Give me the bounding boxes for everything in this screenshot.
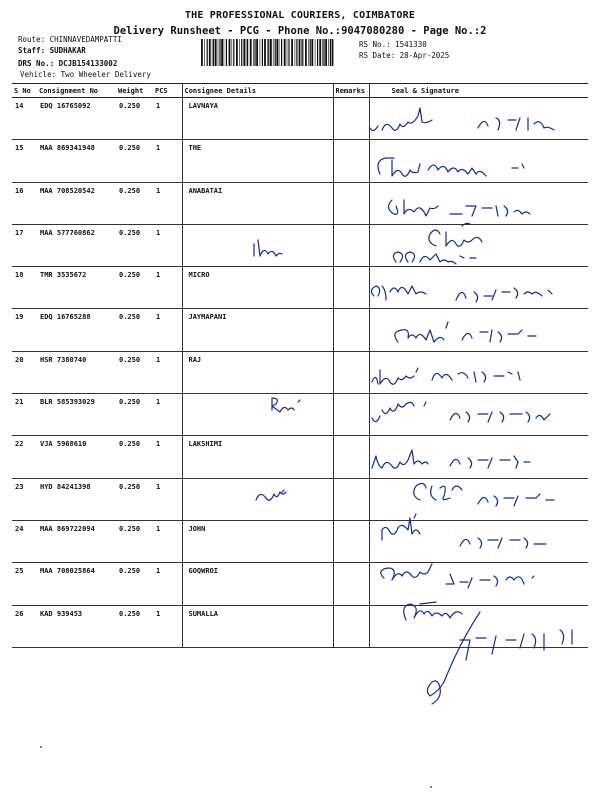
cell-remarks — [333, 267, 369, 309]
cell-consignment: EDQ 16765092 — [37, 98, 116, 140]
table-row — [12, 394, 588, 436]
cell-consignment: EDQ 16765288 — [37, 309, 116, 351]
drs-label: DRS No.: DCJB154133002 — [18, 59, 118, 68]
cell-sno: 21 — [12, 394, 37, 436]
staff-label: Staff: SUDHAKAR — [18, 46, 86, 55]
cell-weight: 0.250 — [116, 478, 153, 520]
cell-pcs: 1 — [153, 351, 182, 393]
cell-remarks — [333, 394, 369, 436]
cell-remarks — [333, 520, 369, 562]
cell-consignment: MAA 577760862 — [37, 224, 116, 266]
cell-consignee: SUMALLA — [182, 605, 333, 647]
cell-consignee: RAJ — [182, 351, 333, 393]
cell-weight: 0.250 — [116, 224, 153, 266]
cell-remarks — [333, 478, 369, 520]
cell-seal — [369, 182, 588, 224]
cell-consignee: THE — [182, 140, 333, 182]
cell-sno: 18 — [12, 267, 37, 309]
cell-consignee: LAVNAYA — [182, 98, 333, 140]
table-row — [12, 98, 588, 140]
col-header-sno: S No — [12, 84, 37, 98]
cell-weight: 0.250 — [116, 98, 153, 140]
table-row — [12, 351, 588, 393]
table-row — [12, 563, 588, 605]
col-header-consignment: Consignment No — [37, 84, 116, 98]
col-header-seal: Seal & Signature — [369, 84, 588, 98]
cell-consignee: ANABATAI — [182, 182, 333, 224]
cell-weight: 0.250 — [116, 267, 153, 309]
cell-seal — [369, 140, 588, 182]
delivery-table — [12, 83, 588, 648]
cell-consignment: KAD 939453 — [37, 605, 116, 647]
cell-pcs: 1 — [153, 520, 182, 562]
cell-weight: 0.250 — [116, 436, 153, 478]
rs-date: RS Date: 28-Apr-2025 — [359, 51, 450, 60]
cell-consignee — [182, 478, 333, 520]
cell-weight: 0.250 — [116, 351, 153, 393]
cell-pcs: 1 — [153, 605, 182, 647]
cell-weight: 0.250 — [116, 605, 153, 647]
cell-remarks — [333, 351, 369, 393]
cell-seal — [369, 351, 588, 393]
cell-sno: 17 — [12, 224, 37, 266]
cell-consignment: MAA 869722094 — [37, 520, 116, 562]
cell-consignment: MAA 708520542 — [37, 182, 116, 224]
cell-sno: 24 — [12, 520, 37, 562]
cell-remarks — [333, 563, 369, 605]
cell-pcs: 1 — [153, 436, 182, 478]
table-row — [12, 605, 588, 647]
cell-sno: 22 — [12, 436, 37, 478]
cell-seal — [369, 605, 588, 647]
cell-seal — [369, 224, 588, 266]
rs-number: RS No.: 1541330 — [359, 40, 427, 49]
cell-seal — [369, 436, 588, 478]
table-row — [12, 140, 588, 182]
cell-consignment: BLR 585393029 — [37, 394, 116, 436]
cell-pcs: 1 — [153, 478, 182, 520]
cell-pcs: 1 — [153, 394, 182, 436]
table-row — [12, 436, 588, 478]
cell-weight: 0.250 — [116, 520, 153, 562]
cell-seal — [369, 478, 588, 520]
col-header-weight: Weight — [116, 84, 153, 98]
cell-remarks — [333, 98, 369, 140]
table-row — [12, 520, 588, 562]
cell-remarks — [333, 140, 369, 182]
cell-consignee — [182, 394, 333, 436]
runsheet-title: Delivery Runsheet - PCG - Phone No.:9047080280 - Page No.:2 — [113, 25, 487, 37]
cell-pcs: 1 — [153, 98, 182, 140]
barcode-image — [200, 39, 336, 66]
cell-weight: 0.250 — [116, 182, 153, 224]
cell-consignee: JAYMAPANI — [182, 309, 333, 351]
cell-remarks — [333, 224, 369, 266]
cell-seal — [369, 520, 588, 562]
cell-sno: 26 — [12, 605, 37, 647]
cell-sno: 19 — [12, 309, 37, 351]
col-header-details: Consignee Details — [182, 84, 333, 98]
cell-weight: 0.250 — [116, 309, 153, 351]
table-row — [12, 309, 588, 351]
cell-consignment: HYD 84241398 — [37, 478, 116, 520]
cell-seal — [369, 563, 588, 605]
cell-consignment: MAA 869341948 — [37, 140, 116, 182]
cell-sno: 15 — [12, 140, 37, 182]
table-row — [12, 224, 588, 266]
cell-seal — [369, 267, 588, 309]
vehicle-label: Vehicle: Two Wheeler Delivery — [20, 70, 151, 79]
route-label: Route: CHINNAVEDAMPATTI — [18, 35, 122, 44]
cell-pcs: 1 — [153, 140, 182, 182]
cell-consignment: MAA 708025864 — [37, 563, 116, 605]
cell-pcs: 1 — [153, 309, 182, 351]
cell-consignment: HSR 7380740 — [37, 351, 116, 393]
cell-consignee — [182, 224, 333, 266]
cell-seal — [369, 394, 588, 436]
cell-sno: 23 — [12, 478, 37, 520]
cell-weight: 0.250 — [116, 140, 153, 182]
stray-mark — [430, 786, 432, 788]
cell-weight: 0.250 — [116, 394, 153, 436]
cell-sno: 14 — [12, 98, 37, 140]
cell-consignment: VJA 5968610 — [37, 436, 116, 478]
table-header-row — [12, 84, 588, 98]
cell-pcs: 1 — [153, 224, 182, 266]
cell-remarks — [333, 182, 369, 224]
cell-consignee: LAKSHIMI — [182, 436, 333, 478]
cell-pcs: 1 — [153, 563, 182, 605]
cell-consignee: MICRO — [182, 267, 333, 309]
col-header-remarks: Remarks — [333, 84, 369, 98]
col-header-pcs: PCS — [153, 84, 182, 98]
table-row — [12, 267, 588, 309]
table-row — [12, 478, 588, 520]
stray-mark — [40, 746, 42, 748]
cell-remarks — [333, 436, 369, 478]
company-name: THE PROFESSIONAL COURIERS, COIMBATORE — [184, 10, 416, 21]
cell-consignee: JOHN — [182, 520, 333, 562]
cell-seal — [369, 309, 588, 351]
cell-sno: 20 — [12, 351, 37, 393]
cell-pcs: 1 — [153, 182, 182, 224]
cell-remarks — [333, 605, 369, 647]
table-row — [12, 182, 588, 224]
cell-remarks — [333, 309, 369, 351]
cell-seal — [369, 98, 588, 140]
cell-consignment: TMR 3535672 — [37, 267, 116, 309]
cell-sno: 25 — [12, 563, 37, 605]
cell-weight: 0.250 — [116, 563, 153, 605]
cell-sno: 16 — [12, 182, 37, 224]
cell-pcs: 1 — [153, 267, 182, 309]
cell-consignee: GOQWROI — [182, 563, 333, 605]
